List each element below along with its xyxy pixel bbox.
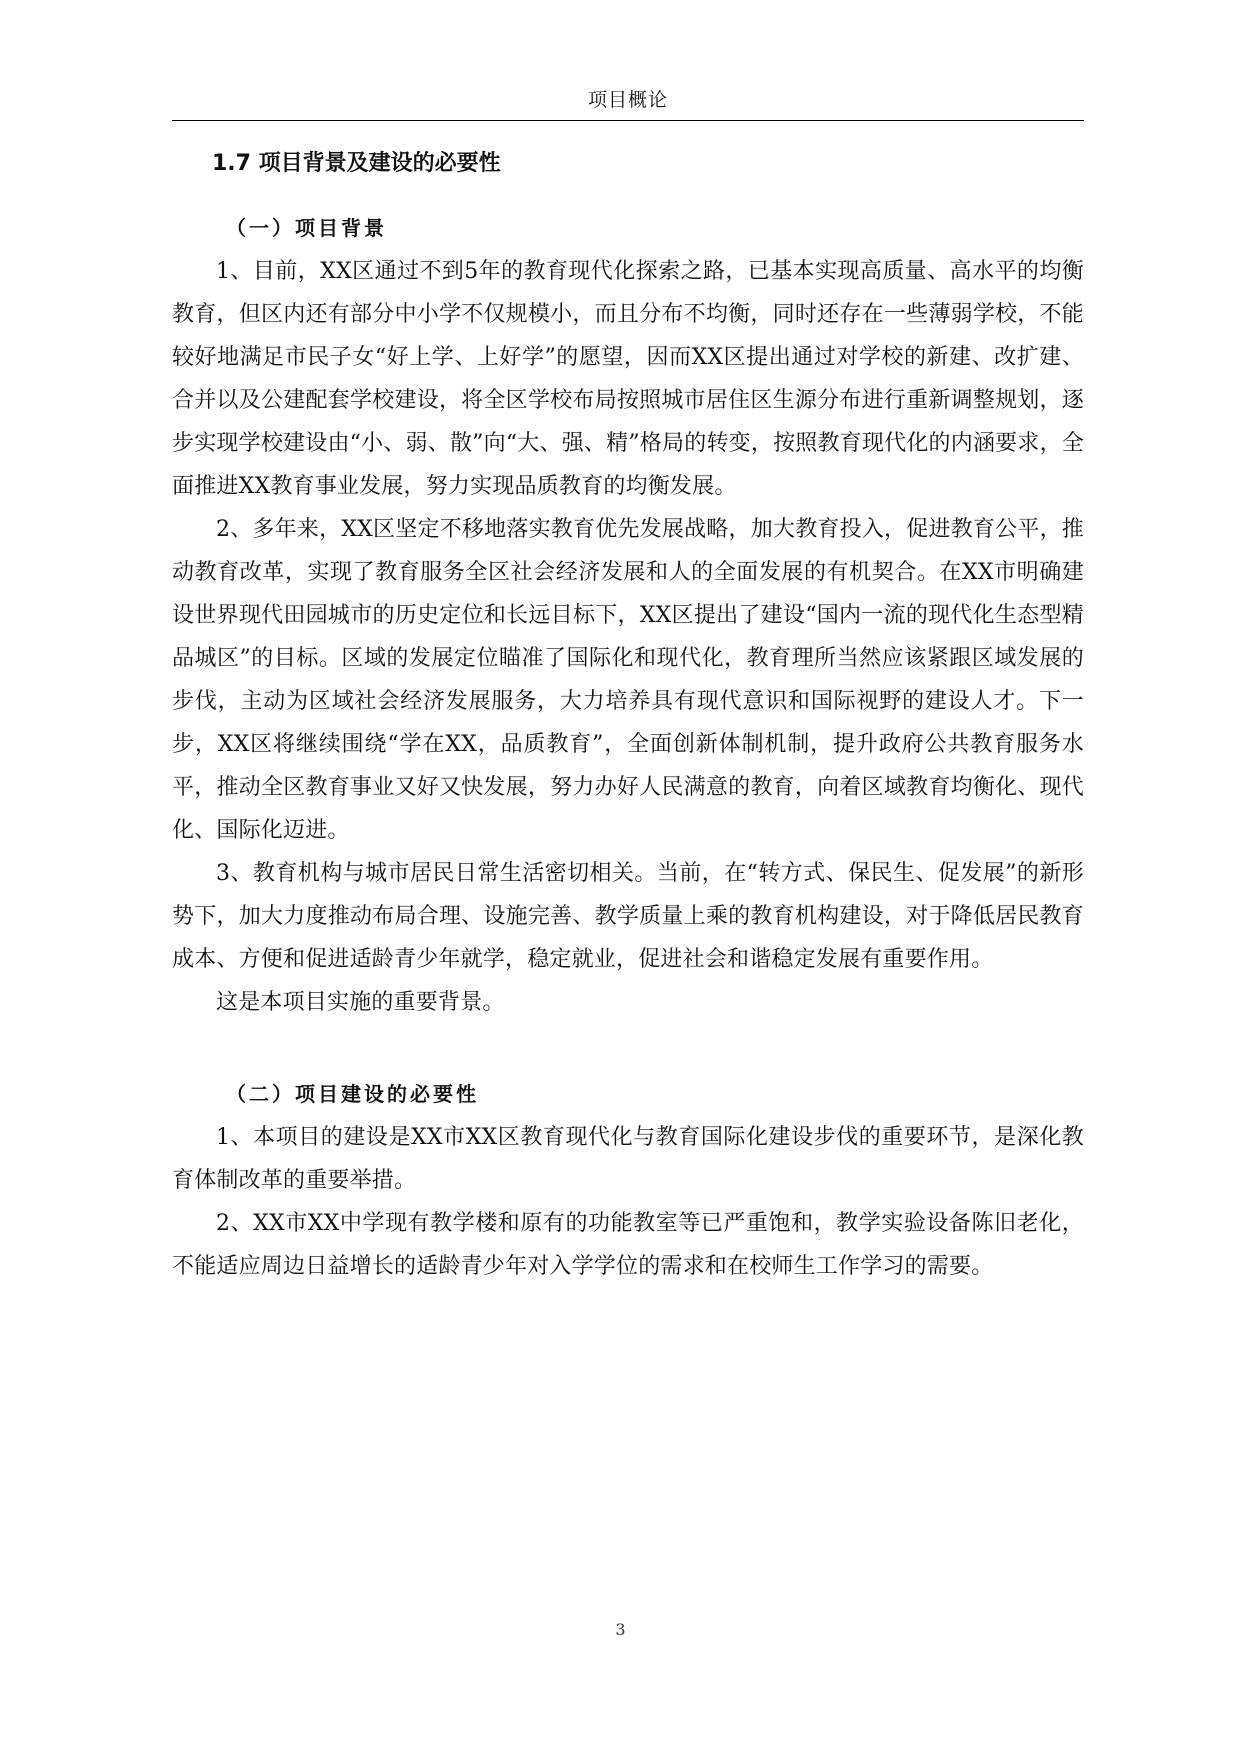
header-title: 项目概论 [587,89,668,111]
page-header [172,82,1084,121]
necessity-paragraph-2: 2、XX市XX中学现有教学楼和原有的功能教室等已严重饱和，教学实验设备陈旧老化，不能适应周边日益增长的适龄青少年对入学学位的需求和在校师生工作学习的需要。 [172,1211,1084,1279]
subsection-title-necessity: （二）项目建设的必要性 [226,1082,479,1106]
background-paragraph-3: 3、教育机构与城市居民日常生活密切相关。当前，在“转方式、保民生、促发展”的新形势下，加大力度推动布局合理、设施完善、教学质量上乘的教育机构建设，对于降低居民教育成本、方便和促进适龄青少年就学，稳定就业，促进社会和谐稳定发展有重要作用。 [172,861,1084,972]
page-number: 3 [615,1620,626,1639]
background-paragraph-4: 这是本项目实施的重要背景。 [216,990,505,1015]
document-body [172,146,1084,1288]
background-paragraph-1: 1、目前，XX区通过不到5年的教育现代化探索之路，已基本实现高质量、高水平的均衡教育，但区内还有部分中小学不仅规模小，而且分布不均衡，同时还存在一些薄弱学校，不能较好地满足市民子女“好上学、上好学”的愿望，因而XX区提出通过对学校的新建、改扩建、合并以及公建配套学校建设，将全区学校布局按照城市居住区生源分布进行重新调整规划，逐步实现学校建设由“小、弱、散”向“大、强、精”格局的转变，按照教育现代化的内涵要求，全面推进XX教育事业发展，努力实现品质教育的均衡发展。 [172,259,1084,499]
necessity-paragraph-1: 1、本项目的建设是XX市XX区教育现代化与教育国际化建设步伐的重要环节，是深化教育体制改革的重要举措。 [172,1125,1084,1193]
subsection-title-background: （一）项目背景 [226,216,387,240]
background-paragraph-2: 2、多年来，XX区坚定不移地落实教育优先发展战略，加大教育投入，促进教育公平，推动教育改革，实现了教育服务全区社会经济发展和人的全面发展的有机契合。在XX市明确建设世界现代田园城市的历史定位和长远目标下，XX区提出了建设“国内一流的现代化生态型精品城区”的目标。区域的发展定位瞄准了国际化和现代化，教育理所当然应该紧跟区域发展的步伐，主动为区域社会经济发展服务，大力培养具有现代意识和国际视野的建设人才。下一步，XX区将继续围绕“学在XX，品质教育”，全面创新体制机制，提升政府公共教育服务水平，推动全区教育事业又好又快发展，努力办好人民满意的教育，向着区域教育均衡化、现代化、国际化迈进。 [172,517,1084,843]
section-title: 1.7 项目背景及建设的必要性 [212,151,501,176]
